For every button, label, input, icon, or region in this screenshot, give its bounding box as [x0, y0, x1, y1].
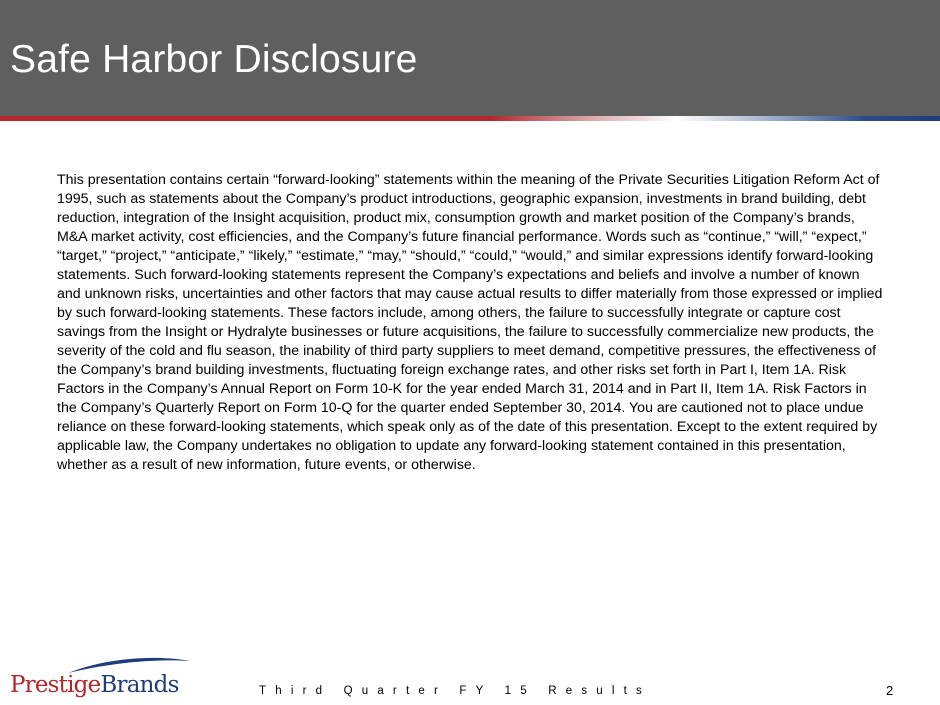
slide-title: Safe Harbor Disclosure [10, 38, 418, 81]
slide-header [0, 0, 940, 116]
page-number: 2 [886, 683, 894, 698]
logo-wordmark [10, 672, 179, 698]
footer-label: Third Quarter FY 15 Results [259, 685, 651, 697]
logo-word-brands: Brands [100, 672, 179, 698]
logo-word-prestige: Prestige [10, 672, 101, 698]
prestige-brands-logo [8, 655, 190, 701]
disclosure-text: This presentation contains certain “forward-looking” statements within the meaning of the Private Securities Litigation Reform Act of 1995, such as statements about the Company’s product introductions, geographic expansion, investments in brand building, debt reduction, integration of the Insight acquisition, product mix, consumption growth and market position of the Company’s brands, M&A market activity, cost efficiencies, and the Company’s future financial performance. Words such as “continue,” “will,” “expect,” “target,” “project,” “anticipate,” “likely,” “estimate,” “may,” “should,” “could,” “would,” and similar expressions identify forward-looking statements. Such forward-looking statements represent the Company’s expectations and beliefs and involve a number of known and unknown risks, uncertainties and other factors that may cause actual results to differ materially from those expressed or implied by such forward-looking statements. These factors include, among others, the failure to successfully integrate or capture cost savings from the Insight or Hydralyte businesses or future acquisitions, the failure to successfully commercialize new products, the severity of the cold and flu season, the inability of third party suppliers to meet demand, competitive pressures, the effectiveness of the Company’s brand building investments, fluctuating foreign exchange rates, and other risks set forth in Part I, Item 1A. Risk Factors in the Company’s Annual Report on Form 10-K for the year ended March 31, 2014 and in Part II, Item 1A. Risk Factors in the Company’s Quarterly Report on Form 10-Q for the quarter ended September 30, 2014. You are cautioned not to place undue reliance on these forward-looking statements, which speak only as of the date of this presentation. Except to the extent required by applicable law, the Company undertakes no obligation to update any forward-looking statement contained in this presentation, whether as a result of new information, future events, or otherwise. [57, 172, 883, 473]
header-accent-stripe [0, 116, 940, 121]
